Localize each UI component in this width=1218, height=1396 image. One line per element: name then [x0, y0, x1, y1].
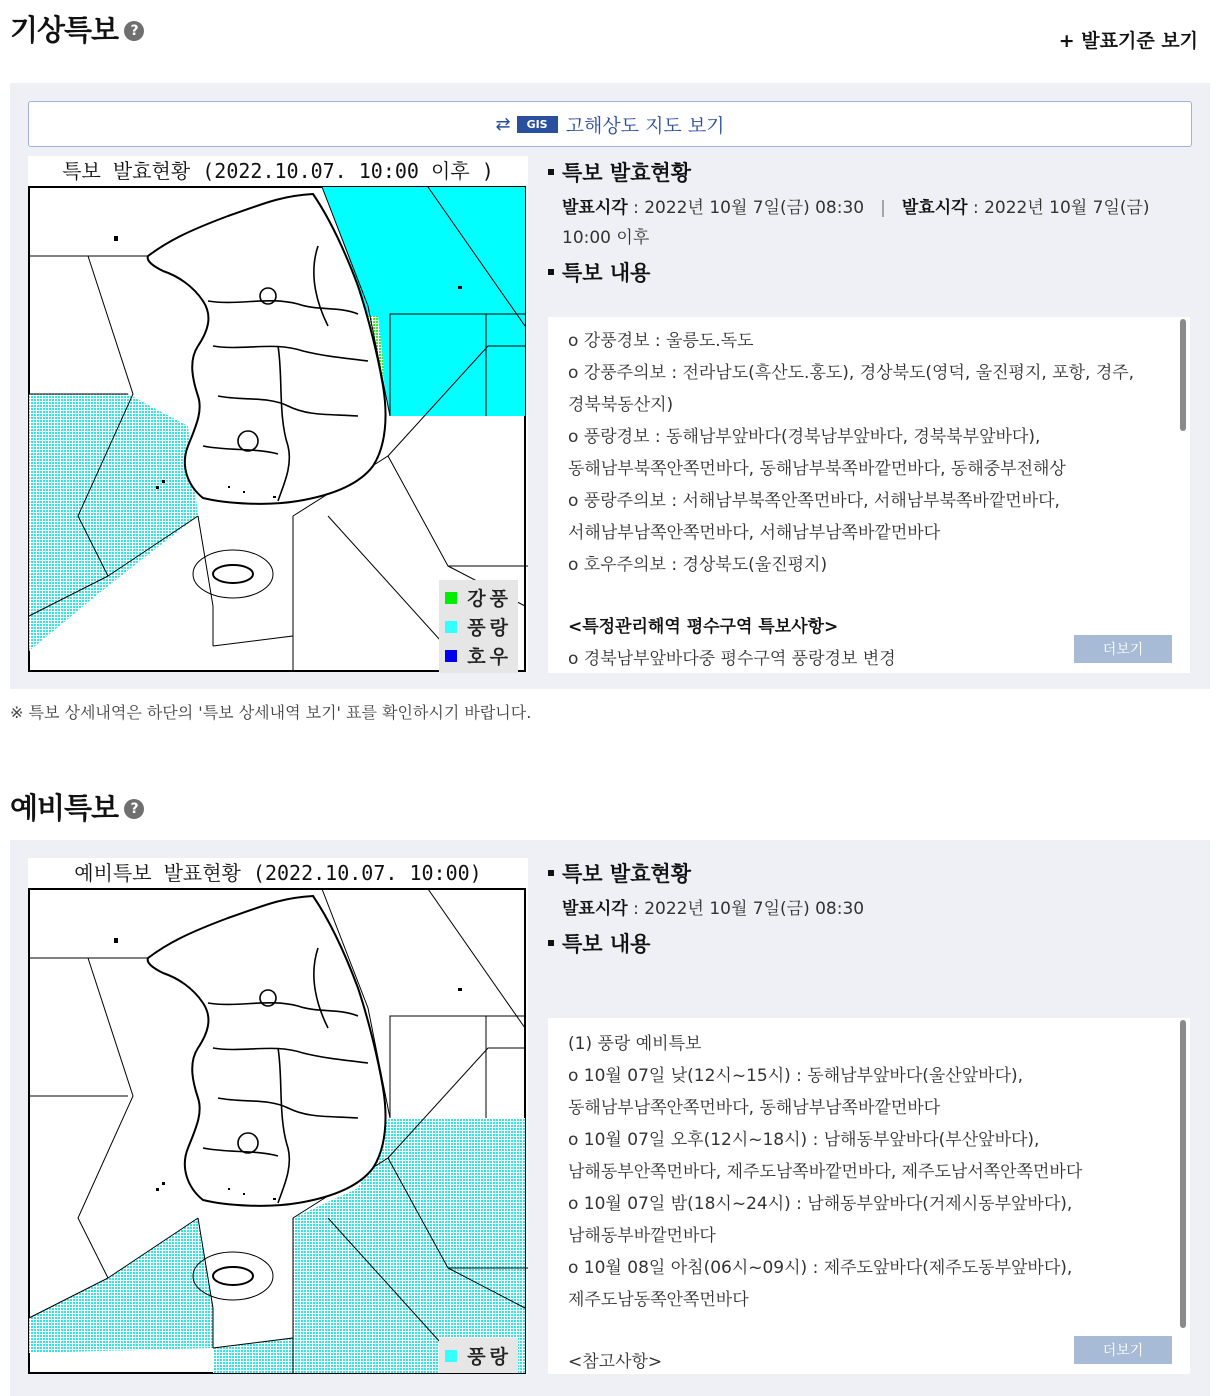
bullet-square-icon	[548, 269, 554, 275]
section-title-warnings	[10, 8, 144, 49]
warning-info	[548, 157, 1198, 287]
content-line: o 10월 07일 오후(12시~18시) : 남해동부앞바다(부산앞바다),	[568, 1130, 1040, 1150]
content-line: o 풍랑경보 : 동해남부앞바다(경북남부앞바다, 경북북부앞바다),	[568, 427, 1041, 447]
gis-badge: GIS	[517, 116, 558, 133]
announce-value: : 2022년 10월 7일(금) 08:30	[627, 198, 865, 218]
reference-heading: <참고사항>	[568, 1352, 663, 1372]
content-heading	[548, 257, 1198, 287]
time-separator: |	[880, 198, 886, 218]
legend-swatch	[445, 592, 457, 604]
section-title-text: 기상특보	[10, 13, 119, 47]
notice-text: ※ 특보 상세내역은 하단의 '특보 상세내역 보기' 표를 확인하시기 바랍니다.	[10, 703, 532, 722]
warnings-panel	[10, 83, 1210, 689]
legend-label: 풍랑	[467, 617, 512, 639]
announce-label: 발표시각	[562, 899, 628, 919]
status-heading	[548, 858, 1198, 888]
swap-icon: ⇄	[495, 113, 511, 135]
bullet-square-icon	[548, 870, 554, 876]
legend-item-waves	[445, 612, 512, 641]
map-title: 예비특보 발표현황 (2022.10.07. 10:00)	[74, 861, 482, 885]
content-heading-text: 특보 내용	[562, 261, 651, 285]
content-line: o 10월 07일 밤(18시~24시) : 남해동부앞바다(거제시동부앞바다),	[568, 1194, 1073, 1214]
scrollbar[interactable]	[1180, 319, 1186, 431]
criteria-link[interactable]: + 발표기준 보기	[1058, 30, 1198, 52]
content-line: o 강풍주의보 : 전라남도(흑산도.홍도), 경상북도(영덕, 울진평지, 포항, 경주,	[568, 363, 1135, 383]
preliminary-map[interactable]	[28, 858, 528, 1374]
content-line: 남해동부안쪽먼바다, 제주도남쪽바깥먼바다, 제주도남서쪽안쪽먼바다	[568, 1162, 1083, 1182]
bullet-square-icon	[548, 940, 554, 946]
announce-value: : 2022년 10월 7일(금) 08:30	[627, 899, 865, 919]
special-heading: <특정관리해역 평수구역 특보사항>	[568, 617, 839, 637]
content-line: o 호우주의보 : 경상북도(울진평지)	[568, 555, 828, 575]
help-icon[interactable]: ?	[124, 799, 144, 819]
content-line: 제주도남동쪽안쪽먼바다	[568, 1290, 749, 1310]
content-heading-text: 특보 내용	[562, 932, 651, 956]
effective-value: : 2022년 10월 7일(금) 10:00 이후	[562, 198, 1150, 248]
content-line: o 강풍경보 : 울릉도.독도	[568, 331, 754, 351]
preliminary-panel	[10, 840, 1210, 1396]
content-line: 경북북동산지)	[568, 395, 674, 415]
preliminary-info	[548, 858, 1198, 958]
announce-label: 발표시각	[562, 198, 628, 218]
content-line: 남해동부바깥먼바다	[568, 1226, 716, 1246]
time-info	[548, 193, 1198, 253]
map-legend	[439, 580, 518, 673]
legend-label: 호우	[467, 646, 512, 668]
content-line: 서해남부남쪽안쪽먼바다, 서해남부남쪽바깥먼바다	[568, 523, 941, 543]
content-line: o 풍랑주의보 : 서해남부북쪽안쪽먼바다, 서해남부북쪽바깥먼바다,	[568, 491, 1060, 511]
legend-label: 강풍	[467, 588, 512, 610]
content-line: o 10월 08일 아침(06시~09시) : 제주도앞바다(제주도동부앞바다),	[568, 1258, 1073, 1278]
content-line: o 경북남부앞바다중 평수구역 풍랑경보 변경	[568, 649, 896, 669]
content-heading	[548, 928, 1198, 958]
gis-map-label: 고해상도 지도 보기	[565, 114, 725, 137]
more-button[interactable]: 더보기	[1074, 1336, 1172, 1364]
legend-label: 풍랑	[467, 1346, 512, 1368]
content-line: 동해남부남쪽안쪽먼바다, 동해남부남쪽바깥먼바다	[568, 1098, 941, 1118]
content-line: 동해남부북쪽안쪽먼바다, 동해남부북쪽바깥먼바다, 동해중부전해상	[568, 459, 1066, 479]
legend-item-gust	[445, 583, 512, 612]
bullet-square-icon	[548, 169, 554, 175]
legend-swatch	[445, 621, 457, 633]
map-legend	[439, 1338, 518, 1373]
effective-label: 발효시각	[901, 198, 968, 218]
section-title-preliminary	[10, 786, 144, 827]
status-heading-text: 특보 발효현황	[562, 862, 692, 886]
section-title-text: 예비특보	[10, 791, 119, 825]
content-line: (1) 풍랑 예비특보	[568, 1034, 702, 1054]
scrollbar[interactable]	[1180, 1020, 1186, 1328]
map-title: 특보 발효현황 (2022.10.07. 10:00 이후 )	[62, 159, 494, 183]
more-button[interactable]: 더보기	[1074, 635, 1172, 663]
warning-map[interactable]	[28, 156, 528, 672]
legend-swatch	[445, 650, 457, 662]
status-heading	[548, 157, 1198, 187]
korea-map-image	[28, 888, 528, 1374]
preliminary-content-box[interactable]	[548, 1018, 1190, 1374]
warning-content-box[interactable]	[548, 317, 1190, 673]
status-heading-text: 특보 발효현황	[562, 161, 692, 185]
time-info	[548, 894, 1198, 924]
legend-swatch	[445, 1350, 457, 1362]
legend-item-rain	[445, 641, 512, 670]
content-line: o 10월 07일 낮(12시~15시) : 동해남부앞바다(울산앞바다),	[568, 1066, 1024, 1086]
gis-map-button[interactable]	[28, 101, 1192, 147]
legend-item-waves	[445, 1341, 512, 1370]
help-icon[interactable]: ?	[124, 21, 144, 41]
